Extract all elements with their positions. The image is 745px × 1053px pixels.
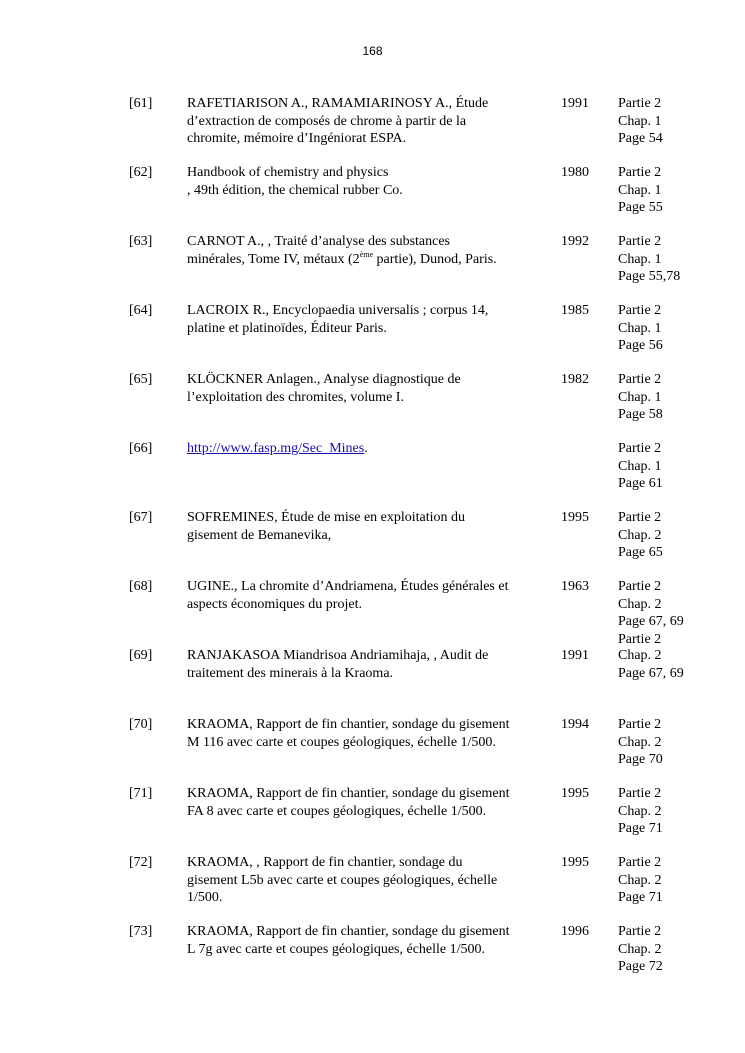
reference-number: [70] xyxy=(129,717,153,732)
reference-year: 1991 xyxy=(561,96,589,111)
reference-description: RAFETIARISON A., RAMAMIARINOSY A., Étude d’extraction de composés de chrome à partir de la chromite, mémoire d’Ingéniorat ESPA. xyxy=(187,96,489,146)
reference-description: RANJAKASOA Miandrisoa Andriamihaja, , Audit de traitement des minerais à la Kraoma. xyxy=(187,648,489,681)
reference-location: Chap. 2 Page 67, 69 xyxy=(618,648,684,681)
reference-number: [63] xyxy=(129,234,153,249)
reference-description: KRAOMA, , Rapport de fin chantier, sondage du gisement L5b avec carte et coupes géologiques, échelle 1/500. xyxy=(187,855,498,905)
reference-number: [68] xyxy=(129,579,153,594)
reference-description: UGINE., La chromite d’Andriamena, Études générales et aspects économiques du projet. xyxy=(187,579,509,612)
reference-location: Partie 2 Chap. 2 Page 71 xyxy=(618,786,663,836)
reference-number: [62] xyxy=(129,165,153,180)
reference-year: 1995 xyxy=(561,510,589,525)
reference-number: [72] xyxy=(129,855,153,870)
reference-year: 1982 xyxy=(561,372,589,387)
page-number: 168 xyxy=(362,44,383,58)
reference-number: [67] xyxy=(129,510,153,525)
reference-number: [71] xyxy=(129,786,153,801)
reference-description: KRAOMA, Rapport de fin chantier, sondage du gisement M 116 avec carte et coupes géologiques, échelle 1/500. xyxy=(187,717,510,750)
reference-year: 1980 xyxy=(561,165,589,180)
reference-description: LACROIX R., Encyclopaedia universalis ; corpus 14, platine et platinoïdes, Éditeur Paris. xyxy=(187,303,489,336)
reference-number: [64] xyxy=(129,303,153,318)
reference-year: 1985 xyxy=(561,303,589,318)
reference-location: Partie 2 Chap. 1 Page 58 xyxy=(618,372,663,422)
reference-location: Partie 2 Chap. 1 Page 56 xyxy=(618,303,663,353)
reference-number: [66] xyxy=(129,441,153,456)
reference-year: 1991 xyxy=(561,648,589,663)
reference-location: Partie 2 Chap. 2 Page 67, 69 Partie 2 xyxy=(618,579,684,647)
reference-year: 1992 xyxy=(561,234,589,249)
reference-year: 1994 xyxy=(561,717,589,732)
reference-number: [61] xyxy=(129,96,153,111)
reference-location: Partie 2 Chap. 2 Page 72 xyxy=(618,924,663,974)
reference-number: [65] xyxy=(129,372,153,387)
reference-location: Partie 2 Chap. 1 Page 61 xyxy=(618,441,663,491)
fasp-mines-link[interactable]: http://www.fasp.mg/Sec_Mines xyxy=(187,441,365,456)
reference-description: SOFREMINES, Étude de mise en exploitation du gisement de Bemanevika, xyxy=(187,510,466,543)
reference-location: Partie 2 Chap. 2 Page 65 xyxy=(618,510,663,560)
reference-location: Partie 2 Chap. 2 Page 71 xyxy=(618,855,663,905)
reference-description: Handbook of chemistry and physics , 49th édition, the chemical rubber Co. xyxy=(187,165,403,198)
reference-location: Partie 2 Chap. 2 Page 70 xyxy=(618,717,663,767)
reference-year: 1995 xyxy=(561,786,589,801)
reference-location: Partie 2 Chap. 1 Page 55,78 xyxy=(618,234,681,284)
reference-number: [69] xyxy=(129,648,153,663)
reference-number: [73] xyxy=(129,924,153,939)
reference-description: KRAOMA, Rapport de fin chantier, sondage du gisement FA 8 avec carte et coupes géologiques, échelle 1/500. xyxy=(187,786,510,819)
reference-description: CARNOT A., , Traité d’analyse des substances minérales, Tome IV, métaux (2ème partie), Dunod, Paris. xyxy=(187,234,497,267)
reference-description: KRAOMA, Rapport de fin chantier, sondage du gisement L 7g avec carte et coupes géologiques, échelle 1/500. xyxy=(187,924,510,957)
reference-year: 1995 xyxy=(561,855,589,870)
reference-description: http://www.fasp.mg/Sec_Mines. xyxy=(187,441,368,456)
reference-description: KLÖCKNER Anlagen., Analyse diagnostique de l’exploitation des chromites, volume I. xyxy=(187,372,461,405)
reference-location: Partie 2 Chap. 1 Page 55 xyxy=(618,165,663,215)
reference-year: 1996 xyxy=(561,924,589,939)
reference-location: Partie 2 Chap. 1 Page 54 xyxy=(618,96,663,146)
reference-year: 1963 xyxy=(561,579,589,594)
